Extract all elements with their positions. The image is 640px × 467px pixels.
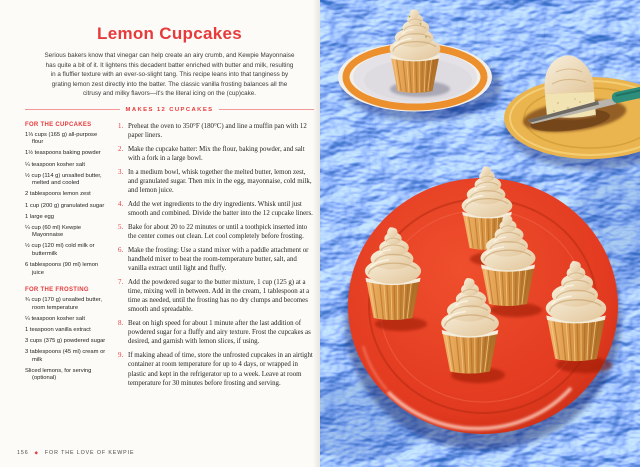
ingredient-item: 1 cup (200 g) granulated sugar	[25, 202, 105, 209]
step-text: Add the powdered sugar to the butter mixture, 1 cup (125 g) at a time, mixing well in between. Add in the cream, 1 tablespoon at a time as needed, until the frosting has no dry clumps and becomes smooth and spreadable.	[128, 278, 310, 314]
page-footer	[17, 450, 134, 456]
ingredient-item: ½ cup (114 g) unsalted butter, melted and cooled	[25, 172, 102, 187]
step-text: Preheat the oven to 350°F (180°C) and line a muffin pan with 12 paper liners.	[128, 122, 307, 139]
rule-right	[219, 109, 314, 110]
page-number: 156	[17, 450, 29, 456]
rule-left	[25, 109, 120, 110]
step-text: Bake for about 20 to 22 minutes or until a toothpick inserted into the center comes out clean. Let cool completely before frosting.	[128, 223, 308, 240]
book-title: FOR THE LOVE OF KEWPIE	[44, 450, 135, 456]
step	[118, 168, 314, 196]
ingredient-item: ¾ cup (170 g) unsalted butter, room temperature	[25, 297, 103, 311]
step	[118, 223, 314, 241]
instructions-column	[118, 122, 314, 393]
step-number: 2.	[118, 145, 124, 153]
step-number: 5.	[118, 223, 124, 231]
frosting-heading: FOR THE FROSTING	[25, 287, 89, 294]
step	[118, 200, 314, 218]
ingredient-item: 2 tablespoons lemon zest	[25, 191, 91, 198]
ingredient-item: ½ cup (120 ml) cold milk or buttermilk	[25, 243, 95, 257]
step-text: Make the frosting: Use a stand mixer with a paddle attachment or handheld mixer to beat the room-temperature butter, salt, and vanilla extract until light and fluffy.	[128, 246, 309, 273]
yield-text: MAKES 12 CUPCAKES	[125, 106, 214, 113]
ingredient-item: ¼ teaspoon kosher salt	[25, 315, 85, 322]
step	[118, 122, 314, 140]
ingredient-item: ¼ teaspoon kosher salt	[25, 161, 85, 168]
ingredient-item: 1 large egg	[25, 213, 55, 220]
step-number: 9.	[118, 352, 124, 360]
step-number: 3.	[118, 168, 124, 176]
step-text: Add the wet ingredients to the dry ingredients. Whisk until just smooth and combined. Divide the batter into the 12 cupcake liners.	[128, 200, 313, 217]
step-number: 8.	[118, 320, 124, 328]
ingredient-item: 1⅓ cups (165 g) all-purpose flour	[25, 131, 98, 146]
ingredient-item: ¼ cup (60 ml) Kewpie Mayonnaise	[25, 224, 82, 239]
footer-diamond-icon: ◆	[34, 450, 39, 455]
step-number: 7.	[118, 278, 124, 286]
ingredient-item: 6 tablespoons (90 ml) lemon juice	[25, 262, 99, 276]
page-title: Lemon Cupcakes	[97, 24, 242, 43]
step	[118, 351, 314, 388]
ingredient-item: 1 teaspoon vanilla extract	[25, 326, 91, 333]
yield-banner	[25, 107, 314, 113]
step	[118, 319, 314, 347]
step-text: In a medium bowl, whisk together the melted butter, lemon zest, and granulated sugar. Then mix in the egg, mayonnaise, cold milk, and lemon juice.	[128, 168, 312, 195]
cupcakes-heading: FOR THE CUPCAKES	[25, 121, 92, 128]
ingredient-item: 3 cups (375 g) powdered sugar	[25, 338, 106, 345]
step-text: If making ahead of time, store the unfrosted cupcakes in an airtight container at room temperature for up to 4 days, or wrapped in plastic and kept in the refrigerator up to a week. Leave at room temperature for 30 minutes before frosting and serving.	[128, 352, 313, 387]
step	[118, 145, 314, 163]
step-number: 1.	[118, 122, 124, 130]
recipe-intro: Serious bakers know that vinegar can help create an airy crumb, and Kewpie Mayonnaise has quite a bit of it. It lightens this decadent batter enriched with butter and milk, resulting in a fluffier texture with an ever-so-slight tang. This recipe leans into that tanginess by grating lemon zest directly into the batter. The classic vanilla frosting balances all the citrusy and milky flavors—it's the literal icing on the (cup)cake.	[44, 52, 295, 98]
ingredient-item: 1½ teaspoons baking powder	[25, 150, 101, 157]
ingredient-item: Sliced lemons, for serving (optional)	[25, 367, 92, 382]
step-number: 4.	[118, 200, 124, 208]
ingredients-column	[25, 122, 110, 393]
step	[118, 278, 314, 315]
photo-page	[320, 0, 640, 467]
step	[118, 246, 314, 274]
step-number: 6.	[118, 246, 124, 254]
step-text: Beat on high speed for about 1 minute after the last addition of powdered sugar for a fluffy and airy texture. Frost the cupcakes as desired, and garnish with lemon slices, if using.	[128, 320, 311, 346]
ingredient-item: 3 tablespoons (45 ml) cream or milk	[25, 349, 106, 363]
step-text: Make the cupcake batter: Mix the flour, baking powder, and salt with a fork in a large bowl.	[128, 145, 305, 162]
cupcakes-photo	[320, 0, 640, 467]
